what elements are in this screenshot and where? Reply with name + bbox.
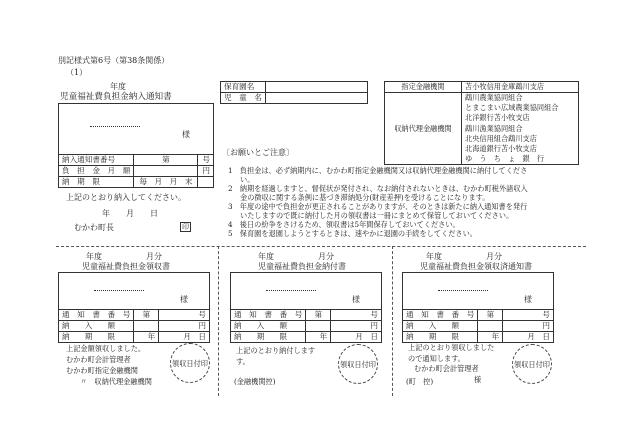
- table-row: [403, 321, 554, 332]
- request-item: [228, 202, 588, 211]
- notice-title: 児童福祉費負担金納入通知書: [60, 92, 172, 102]
- note-line: 上記金額領収しました。: [66, 344, 146, 353]
- note-line: 様: [474, 374, 482, 384]
- row-value: 第: [134, 310, 159, 321]
- facility-key: 児 童 名: [221, 93, 266, 104]
- row-unit: 号: [159, 310, 210, 321]
- dotted-line: [94, 290, 144, 291]
- note-line: 上記のとおり領収しました: [408, 343, 495, 352]
- slip-year: 年度 月分: [258, 252, 334, 261]
- row-value: 第: [134, 155, 198, 166]
- item-number: 4: [228, 220, 233, 229]
- note-line: す。: [236, 357, 250, 366]
- row-key: 納 期 限: [231, 332, 306, 343]
- row-unit: 月 日: [503, 332, 554, 343]
- slip-title: 児童福祉費負担金領収済通知書: [420, 262, 532, 271]
- row-value: 年: [134, 332, 159, 343]
- receipt-stamp-icon: 領収日付印: [338, 344, 378, 384]
- part-number: （1）: [66, 68, 88, 77]
- item-line: 金の徴収に関する条例に基づき滞納処分(財産差押)を受けることになります。: [240, 193, 490, 202]
- row-value: 年: [478, 332, 503, 343]
- row-value: 第: [306, 310, 331, 321]
- form-label: 別記様式第6号（第38条関係）: [58, 56, 170, 65]
- slip-title: 児童福祉費負担金領収書: [82, 262, 170, 271]
- table-row: [231, 321, 382, 332]
- notice-address-box: [58, 103, 214, 155]
- item-line: 納期を経過しますと、督促状が発付され、なお納付されないときは、むかわ町税外諸収入: [239, 184, 528, 193]
- table-row: [231, 310, 382, 321]
- note-line: むかわ町会計管理者: [414, 364, 479, 373]
- dotted-line: [90, 126, 140, 127]
- table-row: [59, 155, 214, 166]
- agent-label: 収納代理金融機関: [385, 93, 462, 165]
- row-unit: 円: [198, 166, 214, 177]
- notice-table: [58, 154, 214, 188]
- slip-year: 年度 月分: [426, 252, 502, 261]
- item-line: 保育園を退園しようとするときは、速やかに退園の手続をしてください。: [239, 229, 477, 238]
- facility-value: [265, 93, 367, 104]
- row-value: [134, 321, 159, 332]
- item-line: 負担金は、必ず納期内に、むかわ町指定金融機関又は収納代理金融機関に納付してくださ: [239, 166, 528, 175]
- item-line: い。: [240, 175, 255, 184]
- request-item: [228, 220, 588, 229]
- row-key: 納 入 額: [403, 321, 478, 332]
- item-line: いたしますので既に納付した月の領収書は一冊にまとめて保管しておいてください。: [240, 211, 514, 220]
- slip-sama: 様: [524, 295, 532, 304]
- table-row: [385, 93, 579, 165]
- agent-bank: 北洋銀行苫小牧支店: [465, 113, 530, 123]
- note-line: ので通知します。: [408, 353, 465, 363]
- row-value: [306, 321, 331, 332]
- note-line: 上記のとおり納付します: [236, 346, 316, 355]
- row-key: 通 知 書 番 号: [59, 310, 134, 321]
- table-row: [403, 332, 554, 343]
- facility-table: [220, 81, 368, 104]
- row-value: 年: [306, 332, 331, 343]
- row-unit: 円: [159, 321, 210, 332]
- notice-note: 上記のとおり納入してください。: [66, 193, 186, 202]
- table-row: [221, 82, 368, 93]
- item-number: 2: [228, 184, 233, 193]
- agent-bank: 鵡川漁業協同組合: [465, 123, 523, 133]
- mayor-label: むかわ町長: [74, 223, 114, 232]
- notice-date: 年 月 日: [102, 209, 158, 218]
- slip-table: [402, 309, 554, 343]
- slip-table: [58, 309, 210, 343]
- table-row: [59, 332, 210, 343]
- row-key: 納 期 限: [403, 332, 478, 343]
- slip-footer: (町 控): [406, 377, 434, 386]
- mayor-seal-wrap: [180, 222, 191, 232]
- row-key: 納入通知書番号: [59, 155, 134, 166]
- slip-notes: [66, 343, 152, 387]
- row-unit: 号: [503, 310, 554, 321]
- slip-year: 年度 月分: [86, 252, 162, 261]
- row-unit: 号: [331, 310, 382, 321]
- table-row: [59, 321, 210, 332]
- agent-list: [462, 93, 579, 165]
- slip-table: [230, 309, 382, 343]
- note-line: 〃 収納代理金融機関: [80, 377, 152, 386]
- note-line: むかわ町指定金融機関: [66, 366, 138, 375]
- row-key: 通 知 書 番 号: [403, 310, 478, 321]
- facility-key: 保育園名: [221, 82, 266, 93]
- row-value: [478, 321, 503, 332]
- table-row: [403, 310, 554, 321]
- slip-notes: [236, 345, 315, 367]
- agent-bank: 鵡川農業協同組合: [465, 93, 523, 102]
- agent-bank: とまこまい広域農業協同組合: [465, 103, 559, 113]
- dotted-line: [438, 290, 488, 291]
- row-unit: 号: [198, 155, 214, 166]
- row-key: 納 期 限: [59, 332, 134, 343]
- designated-label: 指定金融機関: [385, 82, 462, 93]
- item-number: 5: [228, 229, 233, 238]
- table-row: [59, 177, 214, 188]
- table-row: [221, 93, 368, 104]
- slip-title: 児童福祉費負担金納付書: [258, 262, 346, 271]
- slip-sama: 様: [352, 295, 360, 304]
- facility-value: [265, 82, 367, 93]
- agent-bank: 北海道銀行苫小牧支店: [465, 144, 537, 154]
- requests-list: [228, 166, 588, 238]
- dotted-line: [266, 290, 316, 291]
- request-item: [228, 229, 588, 238]
- row-unit: 円: [331, 321, 382, 332]
- notice-year: 年度: [110, 82, 126, 91]
- slip-sama: 様: [180, 295, 188, 304]
- seal-icon: 印: [182, 223, 189, 231]
- item-number: 1: [228, 166, 233, 175]
- notice-sama: 様: [182, 130, 190, 139]
- item-line: 後日の紛争をさけるため、領収書は5年間保存しておいてください。: [239, 220, 460, 229]
- agent-bank: ゆ う ち ょ 銀 行: [465, 154, 545, 164]
- row-key: 負 担 金 月 額: [59, 166, 134, 177]
- slip-footer: (金融機関控): [234, 377, 276, 386]
- table-row: [59, 310, 210, 321]
- row-unit: 円: [503, 321, 554, 332]
- row-value: [134, 166, 198, 177]
- table-row: [231, 332, 382, 343]
- row-value: 第: [478, 310, 503, 321]
- item-number: 3: [228, 202, 233, 211]
- designated-bank: 苫小牧信用金庫鵡川支店: [462, 82, 579, 93]
- receipt-stamp-icon: 領収日付印: [512, 344, 552, 384]
- request-item: [228, 166, 588, 175]
- note-line: むかわ町会計管理者: [66, 355, 131, 364]
- row-unit: 月 日: [159, 332, 210, 343]
- bank-table: [384, 81, 579, 165]
- request-item: [228, 184, 588, 193]
- table-row: [59, 166, 214, 177]
- table-row: [385, 82, 579, 93]
- receipt-stamp-icon: 領収日付印: [170, 343, 210, 383]
- requests-heading: 〔お願いとご注意〕: [222, 148, 294, 157]
- item-line: 年度の途中で負担金が更正されることがありますが、そのときは新たに納入通知書を発行: [239, 202, 528, 211]
- row-key: 納 入 額: [59, 321, 134, 332]
- row-value: 毎 月 月 末: [134, 177, 198, 188]
- row-key: 納 入 額: [231, 321, 306, 332]
- cut-line-vertical: [392, 246, 393, 396]
- row-unit: [198, 177, 214, 188]
- cut-line-vertical: [218, 246, 219, 396]
- agent-bank: 北央信用組合鵡川支店: [465, 133, 537, 143]
- row-unit: 月 日: [331, 332, 382, 343]
- row-key: 通 知 書 番 号: [231, 310, 306, 321]
- row-key: 納 期 限: [59, 177, 134, 188]
- cut-line: [56, 246, 586, 247]
